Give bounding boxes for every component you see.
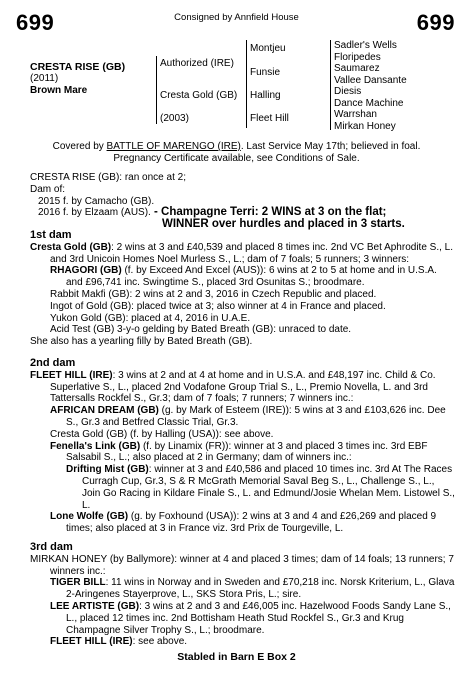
foal-2015: 2015 f. by Camacho (GB). [38, 195, 155, 207]
update-note-2: WINNER over hurdles and placed in 3 starts. [162, 218, 405, 231]
produce-record [30, 172, 455, 231]
racing-record: CRESTA RISE (GB): ran once at 2; [30, 172, 186, 183]
progeny-yukon-gold: Yukon Gold (GB): placed at 4, 2016 in U.A.E. [50, 312, 251, 324]
third-dam-heading: 3rd dam [30, 541, 73, 553]
progeny-drifting-mist: Drifting Mist (GB): winner at 3 and £40,586 and placed 10 times inc. 3rd At The Races Curragh Cup, Gr.3, S & R McGrath Memorial Saval Beg S., L., Challenge S., L., Join Go Racing in Kildare Finale S., L. and Edmund/Josie Whelan Mem. Listowel S., L. [66, 464, 455, 511]
pedigree-line-2 [246, 40, 247, 128]
ggp-2: Floripedes [334, 51, 381, 63]
pedigree-ggp-list [334, 40, 407, 132]
pedigree-dam [160, 90, 237, 102]
progeny-fenellas-link: Fenella's Link (GB) (f. by Linamix (FR)): winner at 3 and placed 3 times inc. 3rd EBF Salsabil S., L.; also placed at 2 in Germany; dam of winners inc.: [50, 440, 428, 464]
first-dam-intro: Cresta Gold (GB): 2 wins at 3 and £40,539 and placed 8 times inc. 2nd VC Bet Aphrodite S., L. and 3rd Unicoin Homes Noel Murless S., L.; dam of 7 foals; 5 runners; 3 winners: [30, 241, 454, 265]
pedigree-dam-dam: Fleet Hill [250, 113, 289, 124]
pedigree-line-1 [156, 56, 157, 124]
pedigree-sire-dam: Funsie [250, 67, 281, 78]
first-dam-section [30, 230, 455, 348]
ggp-3: Saumarez [334, 63, 380, 74]
progeny-fleet-hill: FLEET HILL (IRE): see above. [50, 636, 188, 648]
progeny-rabbit-makfi: Rabbit Makfi (GB): 2 wins at 2 and 3, 2016 in Czech Republic and placed. [50, 288, 377, 300]
update-note-1: - Champagne Terri: 2 WINS at 3 on the flat; [150, 206, 387, 219]
ggp-5: Diesis [334, 86, 362, 97]
horse-year: (2011) [30, 73, 59, 84]
ggp-6: Dance Machine [334, 97, 404, 109]
pedigree-dam-sire: Halling [250, 90, 281, 101]
lot-number-left: 699 [16, 10, 55, 35]
progeny-lee-artiste: LEE ARTISTE (GB): 3 wins at 2 and 3 and £46,005 inc. Hazelwood Foods Sandy Lane S., L., placed 12 times inc. 2nd Bottisham Heath Stud Rockfel S., Gr.3 and Krug Champagne Silver Trophy S., L.; broodmare. [50, 600, 451, 636]
third-dam-intro: MIRKAN HONEY (by Ballymore): winner at 4 and placed 3 times; dam of 14 foals; 13 runners; 7 winners inc.: [30, 553, 454, 577]
pedigree-line-3 [330, 40, 331, 130]
second-dam-heading: 2nd dam [30, 357, 76, 369]
first-dam-heading: 1st dam [30, 229, 72, 241]
pedigree-dam-name: Cresta Gold (GB) [160, 90, 238, 101]
second-dam-section [30, 358, 455, 535]
horse-sex-colour: Brown Mare [30, 85, 88, 96]
pedigree-sire: Authorized (IRE) [160, 58, 234, 69]
covered-line-1: Covered by BATTLE OF MARENGO (IRE). Last Service May 17th; believed in foal. [52, 141, 421, 152]
covered-block [18, 141, 455, 165]
progeny-acid-test: Acid Test (GB) 3-y-o gelding by Bated Breath (GB): unraced to date. [50, 324, 352, 336]
progeny-lone-wolfe: Lone Wolfe (GB) (g. by Foxhound (USA)): 2 wins at 3 and 4 and £26,269 and placed 9 times; also placed at 3 in France viz. 3rd Prix de Tourgeville, L. [50, 511, 437, 535]
pedigree-sire-sire: Montjeu [250, 43, 286, 54]
progeny-ingot-of-gold: Ingot of Gold (GB): placed twice at 3; also winner at 4 in France and placed. [50, 300, 386, 312]
second-dam-intro: FLEET HILL (IRE): 3 wins at 2 and at 4 at home and in U.S.A. and £48,197 inc. Child & Co. Superlative S., L., placed 2nd Vodafone Group Trial S., L., Premio Novella, L. and 3rd Tattersalls Rockfel S., Gr.3; dam of 7 foals; 7 runners; 7 winners inc.: [30, 369, 436, 405]
progeny-rhagori: RHAGORI (GB) (f. by Exceed And Excel (AUS)): 6 wins at 2 to 5 at home and in U.S.A. and £96,741 inc. Swingtime S., placed 3rd Osunitas S.; broodmare. [50, 265, 437, 289]
progeny-african-dream: AFRICAN DREAM (GB) (g. by Mark of Esteem (IRE)): 5 wins at 3 and £103,626 inc. Dee S., Gr.3 and Betfred Classic Trial, Gr.3. [50, 405, 446, 428]
ggp-7: Warrshan [334, 109, 377, 120]
lot-number-right: 699 [416, 10, 455, 35]
covered-line-2: Pregnancy Certificate available, see Conditions of Sale. [113, 152, 360, 164]
yearling-note: She also has a yearling filly by Bated Breath (GB). [30, 336, 253, 348]
horse-name: CRESTA RISE (GB) [30, 61, 126, 73]
ggp-8: Mirkan Honey [334, 120, 396, 132]
ggp-1: Sadler's Wells [334, 40, 397, 51]
progeny-tiger-bill: TIGER BILL: 11 wins in Norway and in Sweden and £70,218 inc. Norsk Kriterium, L., Glava 2-Aringenes Stayerprove, L., SKS Stora Pris, L.; sire. [50, 577, 455, 601]
third-dam-section [30, 542, 455, 648]
foal-2016: 2016 f. by Elzaam (AUS). - Champagne Terri: 2 WINS at 3 on the flat; [38, 206, 387, 219]
stabling-location: Stabled in Barn E Box 2 [177, 651, 296, 663]
covering-stallion: BATTLE OF MARENGO (IRE) [106, 141, 241, 152]
progeny-cresta-gold: Cresta Gold (GB) (f. by Halling (USA)): see above. [50, 428, 274, 440]
pedigree-dam-year: (2003) [160, 113, 189, 124]
consignor: Consigned by Annfield House [174, 12, 299, 23]
dam-of-label: Dam of: [30, 183, 66, 195]
ggp-4: Vallee Dansante [334, 74, 407, 86]
